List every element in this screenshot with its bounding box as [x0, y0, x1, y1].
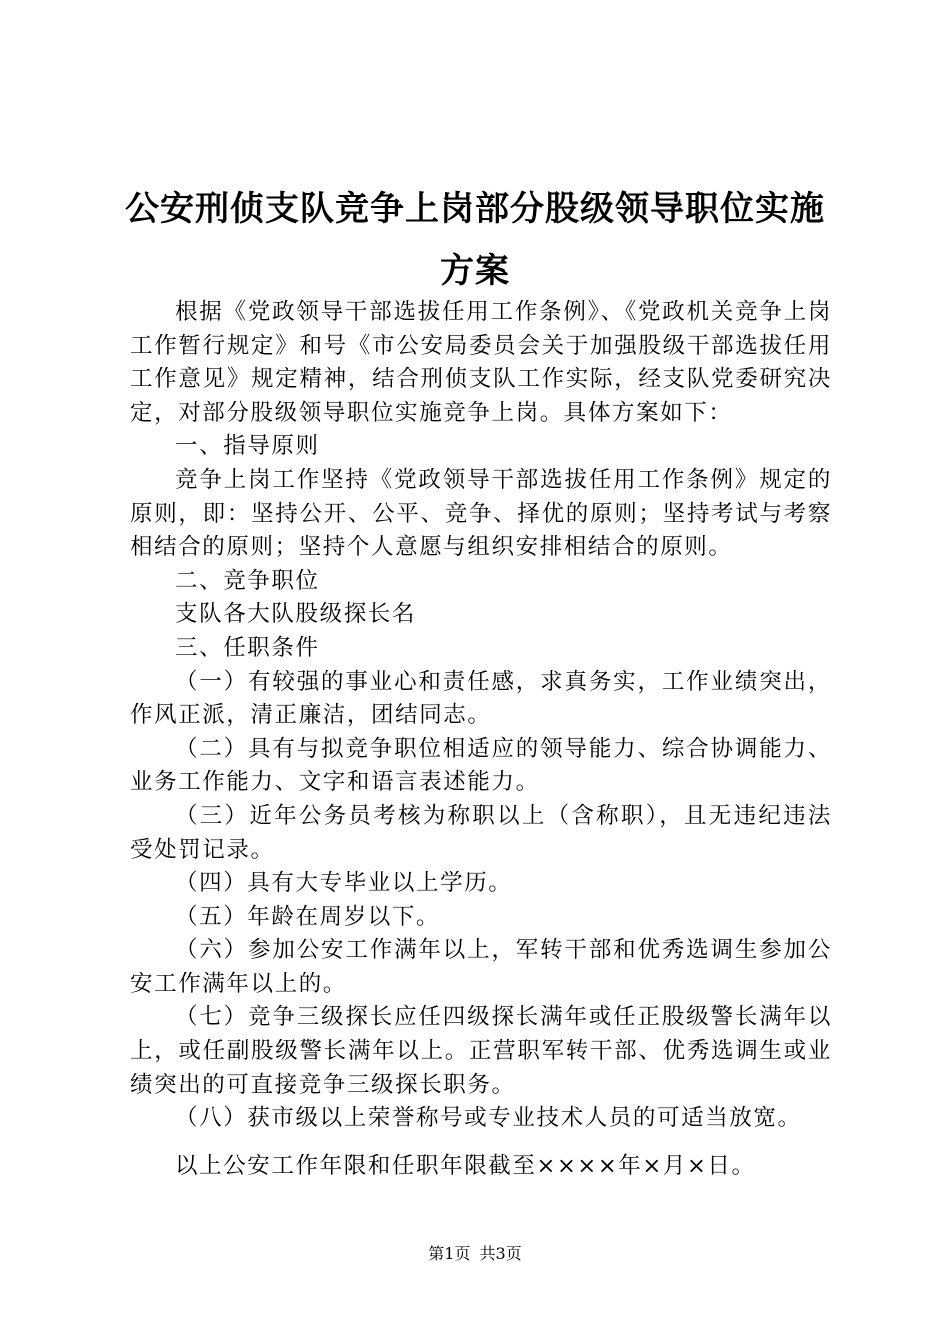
page-total: 共3页: [479, 1244, 522, 1263]
page-footer: [0, 1243, 950, 1265]
qualification-item-4: （四）具有大专毕业以上学历。: [175, 870, 513, 897]
qualification-item-7: （七）竞争三级探长应任四级探长满年或任正股级警长满年以上，或任副股级警长满年以上。正营职军转干部、优秀选调生或业绩突出的可直接竞争三级探长职务。: [130, 1004, 832, 1098]
section-heading-positions: 二、竞争职位: [175, 567, 320, 594]
qualification-item-2: （二）具有与拟竞争职位相适应的领导能力、综合协调能力、业务工作能力、文字和语言表述能力。: [130, 735, 832, 796]
document-title-line-1: 公安刑侦支队竞争上岗部分股级领导职位实施: [125, 189, 825, 229]
qualification-item-8: （八）获市级以上荣誉称号或专业技术人员的可适当放宽。: [175, 1105, 802, 1132]
section-heading-guiding-principles: 一、指导原则: [175, 433, 320, 460]
qualification-item-1: （一）有较强的事业心和责任感，求真务实，工作业绩突出，作风正派，清正廉洁，团结同志。: [130, 668, 832, 729]
document-body: [130, 296, 832, 1183]
qualification-item-5: （五）年龄在周岁以下。: [175, 903, 441, 930]
section-heading-qualifications: 三、任职条件: [175, 634, 320, 661]
qualification-item-6: （六）参加公安工作满年以上，军转干部和优秀选调生参加公安工作满年以上的。: [130, 937, 832, 997]
qualification-item-3: （三）近年公务员考核为称职以上（含称职），且无违纪违法受处罚记录。: [130, 802, 832, 863]
paragraph-intro: 根据《党政领导干部选拔任用工作条例》、《党政机关竞争上岗工作暂行规定》和号《市公安局委员会关于加强股级干部选拔任用工作意见》规定精神，结合刑侦支队工作实际，经支队党委研究决定，对部分股级领导职位实施竞争上岗。具体方案如下：: [130, 299, 832, 426]
page-number: 第1页: [428, 1244, 471, 1263]
paragraph-closing: 以上公安工作年限和任职年限截至××××年×月×日。: [175, 1152, 756, 1179]
document-title-line-2: 方案: [440, 251, 510, 291]
paragraph-positions: 支队各大队股级探长名: [175, 601, 417, 628]
paragraph-principles: 竞争上岗工作坚持《党政领导干部选拔任用工作条例》规定的原则，即：坚持公开、公平、竞争、择优的原则；坚持考试与考察相结合的原则；坚持个人意愿与组织安排相结合的原则。: [130, 466, 832, 561]
